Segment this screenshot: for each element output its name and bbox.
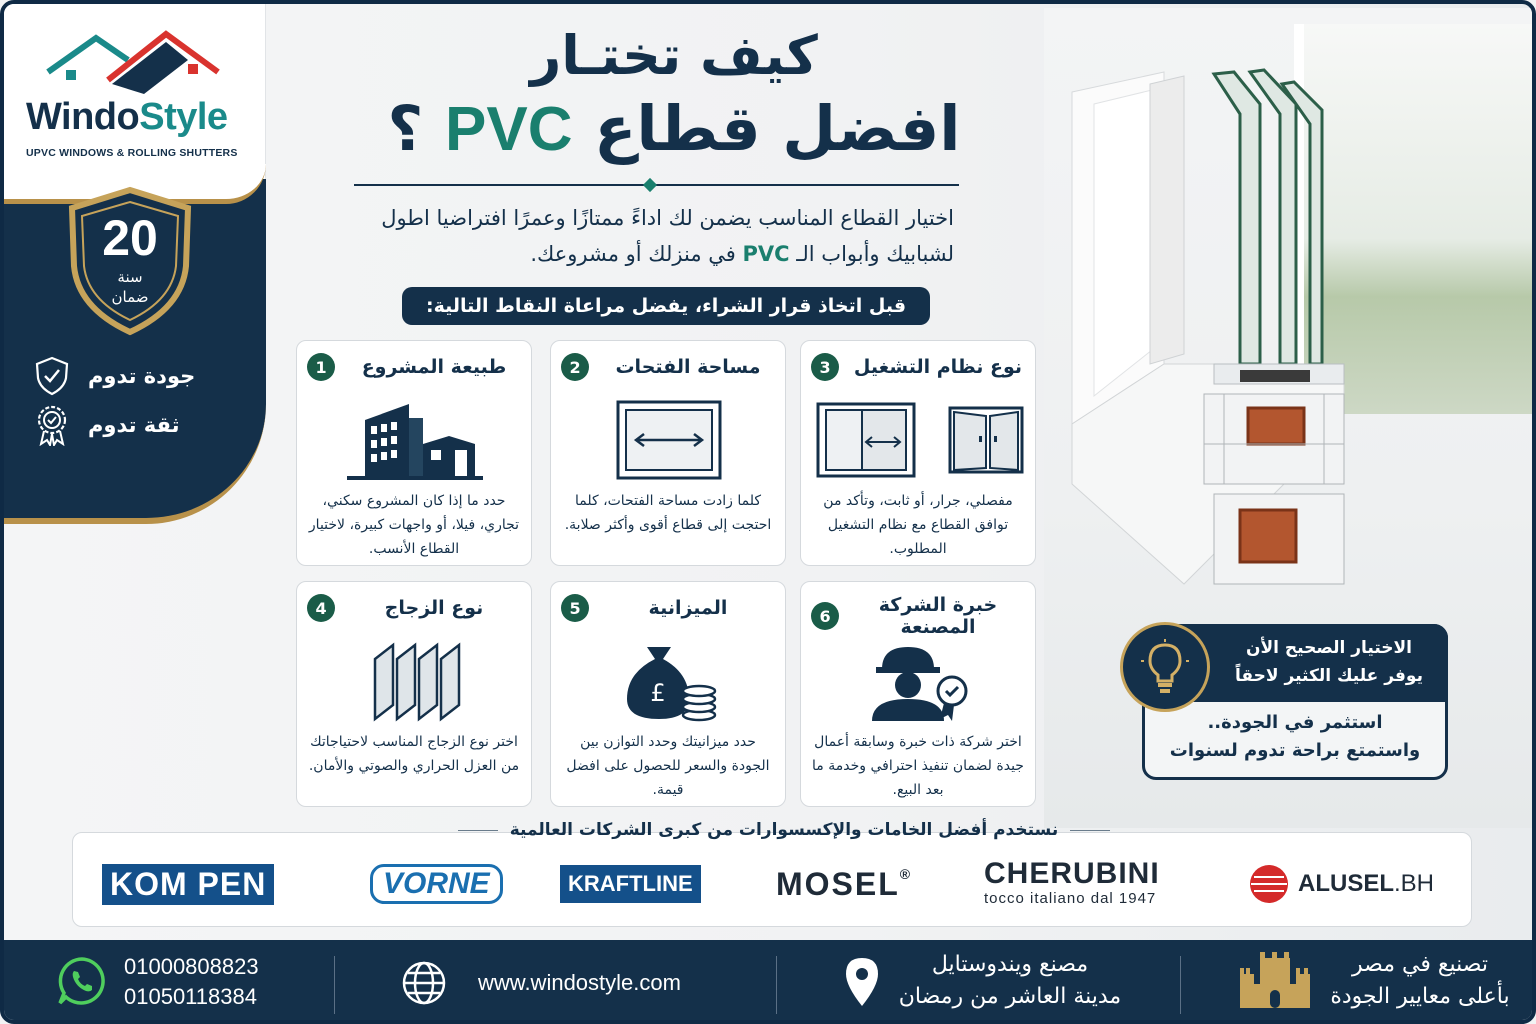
- footer-quality-standard: بأعلى معايير الجودة: [1330, 984, 1510, 1009]
- feature-trust: [34, 404, 204, 446]
- partner-brands-caption: نستخدم أفضل الخامات والإكسسوارات من كبرى الشركات العالمية: [344, 820, 1224, 840]
- feature-quality: [34, 356, 204, 396]
- location-pin-icon: [842, 956, 882, 1008]
- glass-panes-icon: [365, 639, 465, 723]
- footer-separator: [776, 956, 777, 1014]
- subheading-pill: قبل اتخاذ قرار الشراء، يفضل مراعاة النقاط التالية:: [402, 287, 930, 325]
- footer-website-link[interactable]: www.windostyle.com: [478, 970, 681, 995]
- whatsapp-icon[interactable]: [56, 955, 108, 1007]
- shield-check-icon: [34, 356, 70, 396]
- title-divider-diamond: [643, 178, 657, 192]
- card-budget: [550, 581, 786, 807]
- building-icon: [345, 398, 485, 482]
- card-title: طبيعة المشروع: [361, 356, 507, 378]
- footer-separator: [1180, 956, 1181, 1014]
- card-number: 1: [307, 353, 335, 381]
- feature-quality-label: جودة تدوم: [88, 364, 196, 388]
- page-title-line2: افضل قطاع PVC ؟: [387, 92, 961, 165]
- feature-trust-label: ثقة تدوم: [88, 413, 180, 437]
- callout-line1: الاختيار الصحيح الأن: [1245, 638, 1413, 658]
- house-roof-logo-icon: [38, 24, 228, 104]
- card-description: مفصلي، جرار، أو ثابت، وتأكد من توافق القطاع مع نظام التشغيل المطلوب.: [823, 493, 1013, 557]
- card-title: الميزانية: [648, 597, 728, 619]
- brand-alusel-logo: ALUSEL.BH: [1248, 862, 1434, 906]
- brand-name: WindoStyle: [26, 96, 228, 138]
- brand-tagline: UPVC WINDOWS & ROLLING SHUTTERS: [26, 147, 238, 159]
- card-manufacturer-experience: [800, 581, 1036, 807]
- intro-paragraph: [304, 200, 954, 272]
- sliding-casement-icon: [814, 400, 1024, 480]
- intro-line1: اختيار القطاع المناسب يضمن لك اداءً ممتازًا وعمرًا افتراضيا اطول: [381, 206, 954, 230]
- globe-icon: [400, 959, 448, 1007]
- callout-line3: استثمر في الجودة..: [1207, 712, 1383, 733]
- card-number: 2: [561, 353, 589, 381]
- brand-kraftline-logo: KRAFTLINE: [560, 862, 701, 906]
- card-description: حدد ما إذا كان المشروع سكني، تجاري، فيلا، أو واجهات كبيرة، لاختيار القطاع الأنسب.: [308, 493, 520, 557]
- card-description: كلما زادت مساحة الفتحات، كلما احتجت إلى قطاع أقوى وأكثر صلابة.: [564, 493, 772, 533]
- card-number: 4: [307, 594, 335, 622]
- money-bag-icon: [619, 639, 719, 723]
- card-number: 5: [561, 594, 589, 622]
- card-opening-size: [550, 340, 786, 566]
- lightbulb-icon: [1140, 639, 1190, 695]
- warranty-label: ضمان: [111, 288, 149, 306]
- warranty-years: 20: [102, 210, 158, 266]
- warranty-unit: سنة: [117, 268, 143, 286]
- page-title-line1: كيف تختـار: [530, 24, 818, 87]
- card-glass-type: [296, 581, 532, 807]
- intro-line2: لشبابيك وأبواب الـ PVC في منزلك أو مشروعك.: [530, 242, 954, 266]
- award-badge-icon: [34, 404, 70, 446]
- brand-cherubini-logo: CHERUBINI tocco italiano dal 1947: [984, 857, 1160, 907]
- card-title: مساحة الفتحات: [615, 356, 761, 378]
- callout-line2: يوفر عليك الكثير لاحقاً: [1235, 666, 1423, 686]
- brand-kompen-logo: KOM PEN: [102, 862, 274, 906]
- card-description: حدد ميزانيتك وحدد التوازن بين الجودة والسعر للحصول على افضل قيمة.: [566, 734, 770, 798]
- brand-mosel-logo: MOSEL®: [776, 865, 913, 902]
- engineer-icon: [864, 639, 974, 723]
- card-title: نوع الزجاج: [384, 597, 484, 619]
- brand-vorne-logo: VORNE: [370, 862, 503, 906]
- pvc-profile-section-image: [1064, 64, 1364, 594]
- card-title: خبرة الشركة المصنعة: [878, 594, 998, 638]
- alusel-circle-icon: [1248, 863, 1290, 905]
- card-description: اختر شركة ذات خبرة وسابقة أعمال جيدة لضمان تنفيذ احترافي وخدمة ما بعد البيع.: [812, 734, 1024, 798]
- footer-factory-address: مدينة العاشر من رمضان: [898, 984, 1122, 1009]
- card-number: 6: [811, 602, 839, 630]
- window-width-icon: [614, 398, 724, 482]
- footer-separator: [334, 956, 335, 1014]
- castle-icon: [1236, 950, 1314, 1010]
- callout-line4: واستمتع براحة تدوم لسنوات: [1169, 740, 1421, 761]
- card-operation-system: [800, 340, 1036, 566]
- card-description: اختر نوع الزجاج المناسب لاحتياجاتك من العزل الحراري والصوتي والأمان.: [308, 734, 520, 774]
- footer-factory-name: مصنع ويندوستايل: [931, 952, 1089, 977]
- card-title: نوع نظام التشغيل: [853, 356, 1023, 378]
- footer-phone2[interactable]: 01050118384: [124, 984, 257, 1009]
- svg-text:£: £: [650, 679, 666, 707]
- card-project-type: [296, 340, 532, 566]
- footer-made-in-egypt: تصنيع في مصر: [1351, 952, 1489, 977]
- footer-phone1[interactable]: 01000808823: [124, 954, 259, 979]
- callout-icon-circle: [1120, 622, 1210, 712]
- card-number: 3: [811, 353, 839, 381]
